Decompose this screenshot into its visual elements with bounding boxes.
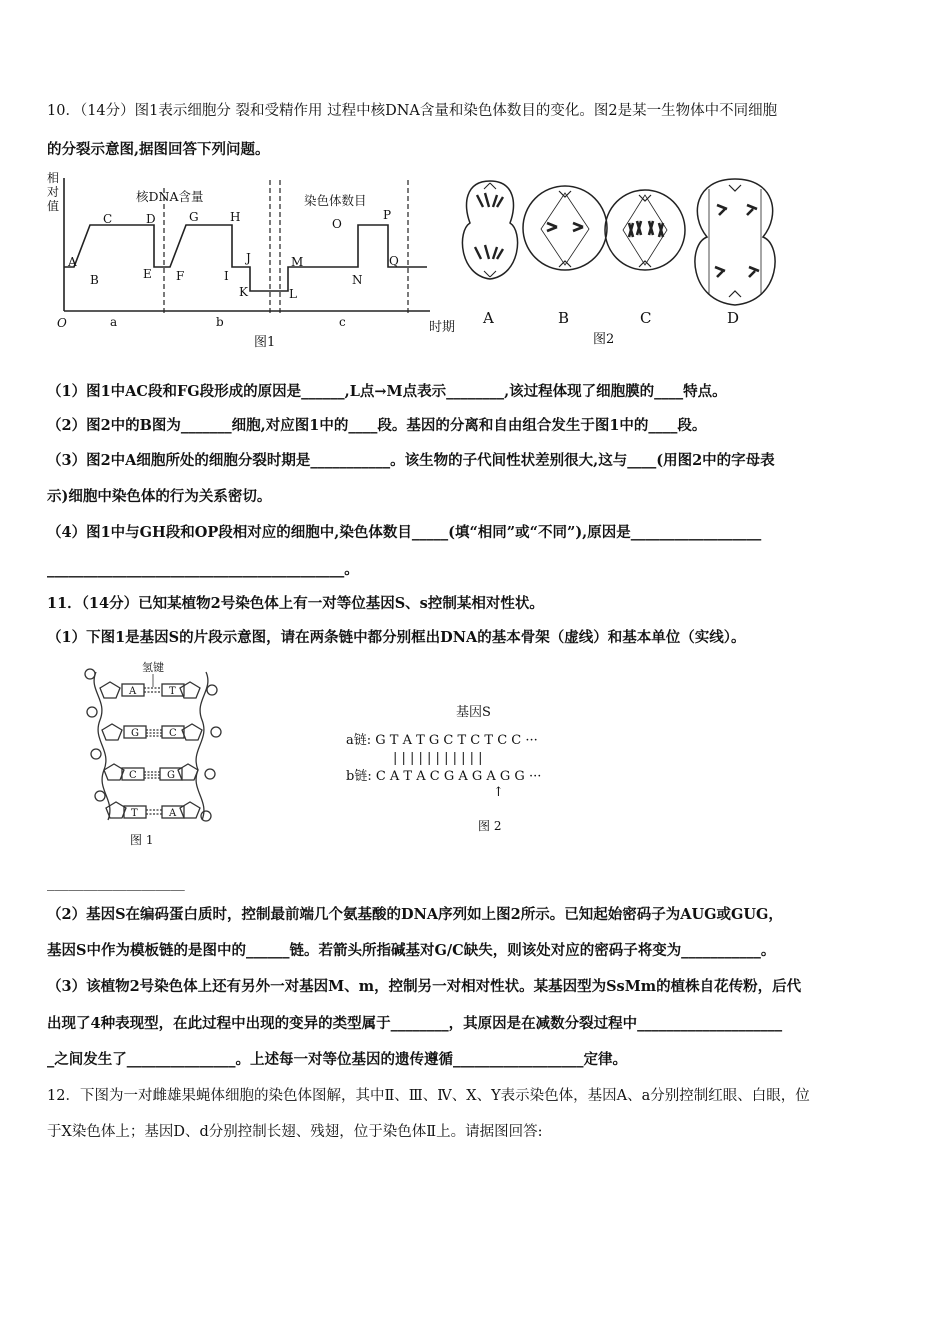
base-label: G [131,728,139,739]
q11-figure1 [78,660,238,850]
hydrogen-bond-label: 氢键 [142,661,164,674]
base-label: A [169,808,177,819]
cell-b [523,186,607,270]
q10-stem-line1: 10．（14分）图1表示细胞分 裂和受精作用 过程中核DNA含量和染色体数目的变化。图2是某一生物体中不同细胞 [47,103,778,119]
cell-label: C [640,309,652,327]
q11-sub1: （1）下图1是基因S的片段示意图，请在两条链中都分别框出DNA的基本骨架（虚线）和基本单位（实线）。 [47,629,746,646]
q10-sub4-line2: _________________________________________。 [47,561,359,578]
point-label: M [291,255,304,269]
q10-figure1 [42,168,456,353]
origin-label: O [57,316,67,330]
point-label: P [383,208,392,222]
point-label: Q [389,254,399,268]
q12-stem-line2: 于X染色体上；基因D、d分别控制长翅、残翅，位于染色体Ⅱ上。请据图回答: [47,1124,543,1140]
q10-sub1: （1）图1中AC段和FG段形成的原因是______,L点→M点表示________,该过程体现了细胞膜的____特点。 [47,383,727,400]
point-label: O [332,217,342,231]
dna-label: 核DNA含量 [136,189,204,204]
q11-sub3-line1: （3）该植物2号染色体上还有另外一对基因M、m，控制另一对相对性状。某基因型为SsMm的植株自花传粉，后代 [47,978,802,995]
segment-label: b [216,315,224,329]
b-strand: b链: C A T A C G A G A G G ··· [346,769,542,784]
point-label: B [90,273,99,287]
figure2-caption: 图2 [593,332,615,347]
point-label: G [189,210,199,224]
base-label: T [131,808,138,819]
base-label: G [167,770,175,781]
base-label: A [129,686,137,697]
q11-sub3-line3: _之间发生了_______________。上述每一对等位基因的遗传遵循__________________定律。 [47,1051,627,1068]
cell-label: B [558,309,570,327]
q10-sub3-line1: （3）图2中A细胞所处的细胞分裂时期是___________。该生物的子代间性状差别很大,这与____(用图2中的字母表 [47,452,775,469]
base-pair-bars: | | | | | | | | | | | [393,751,483,766]
point-label: K [239,285,248,299]
cell-c [605,190,685,270]
figure1-caption: 图1 [254,335,276,350]
x-axis-label: 时期 [429,320,456,335]
q10-stem-line2: 的分裂示意图,据图回答下列问题。 [47,141,270,158]
gene-s-title: 基因S [456,705,491,720]
point-label: H [230,210,241,224]
point-label: C [103,212,113,226]
q11-stem: 11．（14分）已知某植物2号染色体上有一对等位基因S、s控制某相对性状。 [47,595,544,612]
q11-sub3-line2: 出现了4种表现型，在此过程中出现的变异的类型属于________，其原因是在减数分裂过程中____________________ [47,1015,783,1032]
base-label: T [169,686,176,697]
ylabel-char: 相 [47,171,60,185]
ylabel-char: 值 [47,199,60,213]
figure1-caption: 图 1 [130,833,154,847]
q10-sub2: （2）图2中的B图为_______细胞,对应图1中的____段。基因的分离和自由组合发生于图1中的____段。 [47,417,707,434]
cell-label: D [727,309,740,327]
segment-label: c [339,315,346,329]
cell-a [462,181,517,279]
point-label: I [224,269,229,283]
point-label: F [176,269,185,283]
q11-figure2 [340,700,600,840]
answer-blank[interactable]: ___________________ [47,875,185,891]
point-label: J [246,251,251,265]
q10-sub4-line1: （4）图1中与GH段和OP段相对应的细胞中,染色体数目_____(填“相同”或“不同”),原因是__________________ [47,524,762,541]
q11-sub2-line1: （2）基因S在编码蛋白质时，控制最前端几个氨基酸的DNA序列如上图2所示。已知起始密码子为AUG或GUG， [47,906,783,923]
q10-figure2 [455,175,785,355]
point-label: A [68,255,77,269]
point-label: L [289,287,297,301]
point-label: N [352,273,363,287]
segment-label: a [110,315,118,329]
q12-stem-line1: 12．下图为一对雌雄果蝇体细胞的染色体图解，其中Ⅱ、Ⅲ、Ⅳ、X、Y表示染色体，基因A、a分别控制红眼、白眼，位 [47,1088,810,1104]
deletion-arrow: ↑ [493,785,504,800]
a-strand: a链: G T A T G C T C T C C ··· [346,733,538,748]
cell-label: A [483,309,494,327]
cell-d [695,179,775,305]
q10-sub3-line2: 示)细胞中染色体的行为关系密切。 [47,488,272,505]
point-label: D [146,212,156,226]
q11-sub2-line2: 基因S中作为模板链的是图中的______链。若箭头所指碱基对G/C缺失，则该处对应的密码子将变为___________。 [47,942,776,959]
point-label: E [143,267,152,281]
figure2-caption: 图 2 [478,819,502,833]
base-label: C [129,770,137,781]
ylabel-char: 对 [47,185,60,199]
base-label: C [169,728,177,739]
chromosome-label: 染色体数目 [304,193,367,208]
